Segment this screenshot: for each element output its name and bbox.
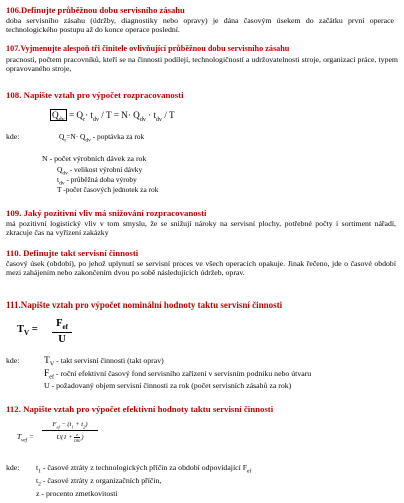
q106-body: doba servisního zásahu (údržby, diagnostiky nebo opravy) je dána časovým úsekem do začátku první operace technologického postupu až do konce operace poslední. [6, 16, 394, 34]
q112-title: 112. Napište vztah pro výpočet efektivní hodnoty taktu servisní činnosti [6, 404, 274, 414]
q108-formula: $Q_{dv} = Q_r\cdot t_{dv} / T = N\cdot Q_{dv} \cdot t_{dv} / T$ [52, 110, 175, 123]
q111-fef-line: $F_{ef}$ - roční efektivní časový fond servisního zařízení v servisním podniku nebo útvaru [44, 369, 312, 381]
q109-body: má pozitivní logistický vliv v tom smyslu, že se snižují nároky na servisní plochy, potřebné počty i sortiment nářadí, zkracuje čas na vyřízení zakázky [6, 219, 396, 237]
q108-n-line: N - počet výrobních dávek za rok [42, 154, 147, 163]
q111-kde: kde: [6, 356, 20, 365]
q111-tv-line: $T_V$ - takt servisní činnosti (takt oprav) [44, 356, 164, 368]
q108-qdv-line: $Q_{dv}$ - velikost výrobní dávky [57, 165, 143, 177]
q112-lhs: $T_{vef}$ = [17, 432, 34, 444]
q108-kde: kde: [6, 132, 20, 141]
q111-u-line: U - požadovaný objem servisní činnosti za rok (počet servisních zásahů za rok) [44, 381, 292, 390]
q110-body: časový úsek (období), po jehož uplynutí se servisní proces ve všech operacích opakuje. Jinak řečeno, jde o časové období mezi zahájením nebo zakončením dvou po sobě následujících údržeb, oprav. [6, 259, 396, 277]
q112-kde: kde: [6, 463, 20, 472]
q107-body: pracnosti, počtem pracovníků, kteří se na činnosti podílejí, technologičností a udržovatelnosti stroje, organizací práce, typem opravovaného stroje, [6, 55, 398, 73]
q106-title: 106.Definujte průběžnou dobu servisního zásahu [6, 5, 185, 15]
q108-t-line: T -počet časových jednotek za rok [57, 185, 159, 194]
q108-tdv-line: $t_{dv}$ - průběžná doba výroby [57, 175, 137, 187]
q112-fraction: $F_{ef} - (t_1 + t_2)$ U(1 + z 100 ) [42, 421, 98, 443]
q111-lhs: $T_V$ = [17, 324, 38, 338]
q112-z-line: z - procento zmetkovitosti [36, 489, 118, 498]
q108-qr-line: $Q_r=N\cdot Q_{dv}$ - poptávka za rok [59, 132, 145, 144]
q111-fraction: $F_{ef}$ U [52, 318, 72, 345]
q108-title: 108. Napište vztah pro výpočet rozpracovanosti [6, 90, 184, 100]
q107-title: 107.Vyjmenujte alespoň tři činitele ovlivňující průběžnou dobu servisního zásahu [6, 44, 290, 53]
q109-title: 109. Jaký pozitivní vliv má snižování rozpracovanosti [6, 208, 207, 218]
q112-t2-line: $t_2$ - časové ztráty z organizačních příčin, [36, 476, 162, 488]
q110-title: 110. Definujte takt servisní činnosti [6, 248, 139, 258]
q112-t1-line: $t_1$ - časové ztráty z technologických příčin za období odpovídající $F_{ef}$ [36, 463, 252, 475]
q111-title: 111.Napište vztah pro výpočet nominální hodnoty taktu servisní činnosti [6, 300, 283, 310]
